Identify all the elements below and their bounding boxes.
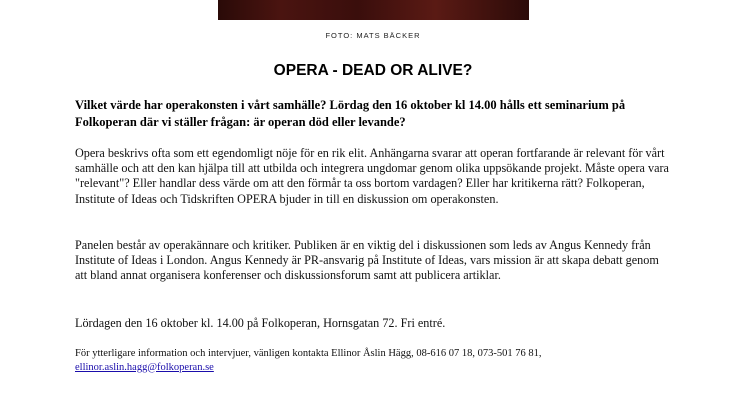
contact-info bbox=[75, 347, 675, 374]
header-photo bbox=[218, 0, 529, 20]
photo-credit: FOTO: MATS BÄCKER bbox=[325, 31, 421, 40]
article-paragraph-3: Lördagen den 16 oktober kl. 14.00 på Folkoperan, Hornsgatan 72. Fri entré. bbox=[75, 316, 446, 330]
contact-text: För ytterligare information och intervjuer, vänligen kontakta Ellinor Åslin Hägg, 08-616 07 18, 073-501 76 81, bbox=[75, 348, 542, 359]
article-lead: Vilket värde har operakonsten i vårt samhälle? Lördag den 16 oktober kl 14.00 hålls ett seminarium på Folkoperan där vi ställer frågan: är operan död eller levande? bbox=[75, 98, 626, 129]
article-title: OPERA - DEAD OR ALIVE? bbox=[273, 62, 473, 79]
contact-email-link[interactable]: ellinor.aslin.hagg@folkoperan.se bbox=[75, 361, 214, 373]
article-paragraph-2: Panelen består av operakännare och kritiker. Publiken är en viktig del i diskussionen som leds av Angus Kennedy från Institute of Ideas i London. Angus Kennedy är PR-ansvarig på Institute of Ideas, vars mission är att skapa debatt genom att bland annat organisera konferenser och diskussionsforum samt att publicera artiklar. bbox=[75, 238, 659, 283]
article-paragraph-1: Opera beskrivs ofta som ett egendomligt nöje för en rik elit. Anhängarna svarar att operan fortfarande är relevant för vårt samhälle och att den kan hjälpa till att utbilda och integrera ungdomar genom olika uppsökande projekt. Måste opera vara "relevant"? Eller handlar dess värde om att den förmår ta oss bortom vardagen? Eller har kritikerna rätt? Folkoperan, Institute of Ideas och Tidskriften OPERA bjuder in till en diskussion om operakonsten. bbox=[75, 146, 669, 206]
